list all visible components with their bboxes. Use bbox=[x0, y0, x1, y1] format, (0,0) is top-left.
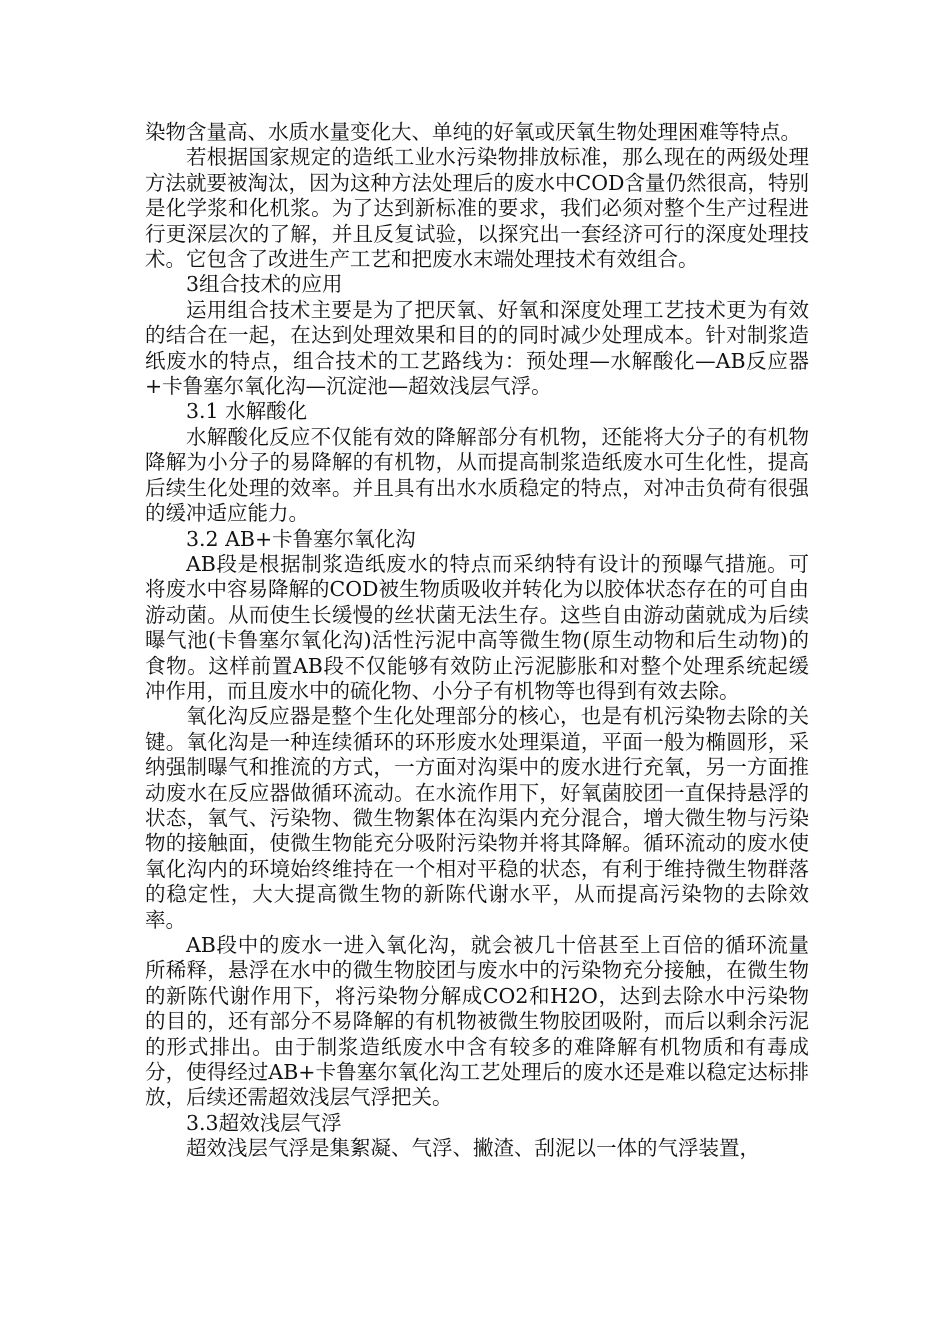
section-heading-3-3: 3.3超效浅层气浮 bbox=[186, 1110, 342, 1135]
paragraph-hydrolysis: 水解酸化反应不仅能有效的降解部分有机物，还能将大分子的有机物降解为小分子的易降解的有机物，从而提高制浆造纸废水可生化性，提高后续生化处理的效率。并且具有出水水质稳定的特点，对冲击负荷有很强的缓冲适应能力。 bbox=[145, 424, 809, 526]
section-heading-3-1: 3.1 水解酸化 bbox=[186, 399, 308, 424]
document-body bbox=[145, 120, 809, 1162]
section-heading-3-2: 3.2 AB+卡鲁塞尔氧化沟 bbox=[186, 526, 416, 551]
paragraph-flotation: 超效浅层气浮是集絮凝、气浮、撇渣、刮泥以一体的气浮装置， bbox=[186, 1136, 760, 1161]
paragraph-discharge-standard: 若根据国家规定的造纸工业水污染物排放标准，那么现在的两级处理方法就要被淘汰，因为这种方法处理后的废水中COD含量仍然很高，特别是化学浆和化机浆。为了达到新标准的要求，我们必须对整个生产过程进行更深层次的了解，并且反复试验，以探究出一套经济可行的深度处理技术。它包含了改进生产工艺和把废水末端处理技术有效组合。 bbox=[145, 145, 809, 272]
section-heading-3: 3组合技术的应用 bbox=[186, 272, 343, 297]
paragraph-oxidation-ditch: 氧化沟反应器是整个生化处理部分的核心，也是有机污染物去除的关键。氧化沟是一种连续循环的环形废水处理渠道，平面一般为椭圆形，采纳强制曝气和推流的方式，一方面对沟渠中的废水进行充氧，另一方面推动废水在反应器做循环流动。在水流作用下，好氧菌胶团一直保持悬浮的状态，氧气、污染物、微生物絮体在沟渠内充分混合，增大微生物与污染物的接触面，使微生物能充分吸附污染物并将其降解。循环流动的废水使氧化沟内的环境始终维持在一个相对平稳的状态，有利于维持微生物群落的稳定性，大大提高微生物的新陈代谢水平，从而提高污染物的去除效率。 bbox=[145, 704, 809, 932]
paragraph-ab-stage: AB段是根据制浆造纸废水的特点而采纳特有设计的预曝气措施。可将废水中容易降解的COD被生物质吸收并转化为以胶体状态存在的可自由游动菌。从而使生长缓慢的丝状菌无法生存。这些自由游动菌就成为后续曝气池(卡鲁塞尔氧化沟)活性污泥中高等微生物(原生动物和后生动物)的食物。这样前置AB段不仅能够有效防止污泥膨胀和对整个处理系统起缓冲作用，而且废水中的硫化物、小分子有机物等也得到有效去除。 bbox=[145, 551, 809, 703]
paragraph-combined-tech: 运用组合技术主要是为了把厌氧、好氧和深度处理工艺技术更为有效的结合在一起，在达到处理效果和目的的同时减少处理成本。针对制浆造纸废水的特点，组合技术的工艺路线为：预处理—水解酸化—AB反应器+卡鲁塞尔氧化沟—沉淀池—超效浅层气浮。 bbox=[145, 297, 809, 399]
paragraph-ab-wastewater: AB段中的废水一进入氧化沟，就会被几十倍甚至上百倍的循环流量所稀释，悬浮在水中的微生物胶团与废水中的污染物充分接触，在微生物的新陈代谢作用下，将污染物分解成CO2和H2O，达到去除水中污染物的目的，还有部分不易降解的有机物被微生物胶团吸附，而后以剩余污泥的形式排出。由于制浆造纸废水中含有较多的难降解有机物质和有毒成分，使得经过AB+卡鲁塞尔氧化沟工艺处理后的废水还是难以稳定达标排放，后续还需超效浅层气浮把关。 bbox=[145, 933, 809, 1110]
paragraph-continuation: 染物含量高、水质水量变化大、单纯的好氧或厌氧生物处理困难等特点。 bbox=[145, 120, 801, 144]
